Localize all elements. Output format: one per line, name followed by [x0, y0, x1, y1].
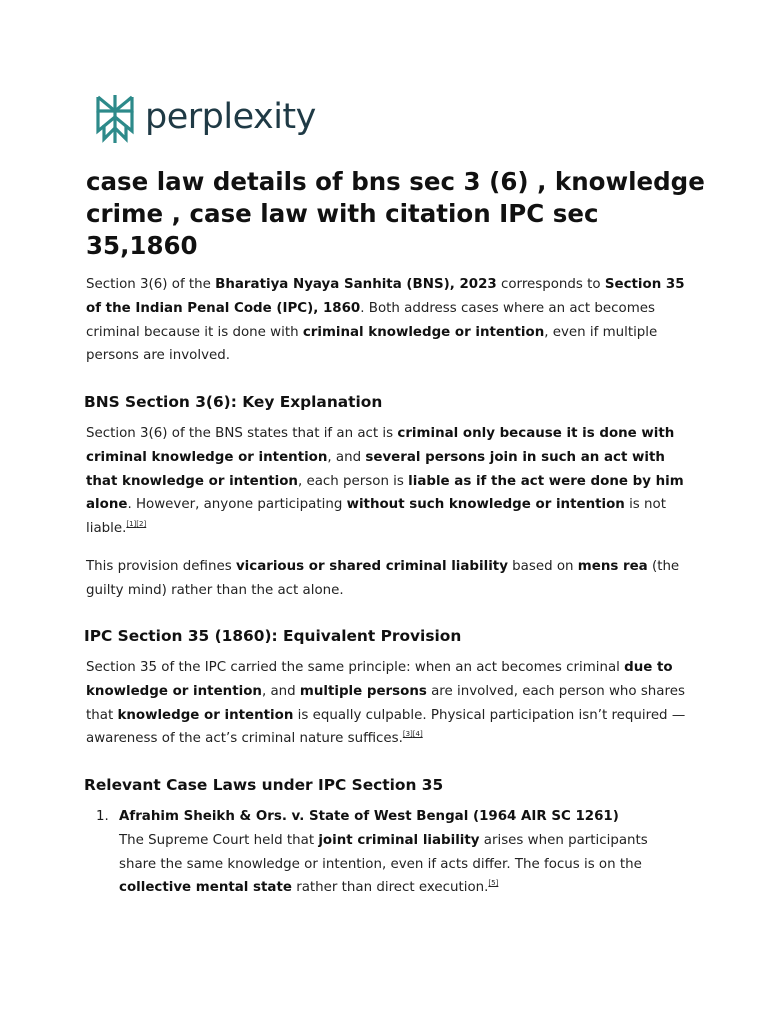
- intro-paragraph: Section 3(6) of the Bharatiya Nyaya Sanhita (BNS), 2023 corresponds to Section 35 of the Indian Penal Code (IPC), 1860. Both address cases where an act becomes criminal because it is done with criminal knowledge or intention, even if multiple persons are involved.: [86, 277, 685, 364]
- page-title: case law details of bns sec 3 (6) , knowledge crime , case law with citation IPC sec 35,1860: [86, 167, 705, 260]
- list-item-number: 1.: [96, 809, 109, 824]
- citation-ref[interactable]: [3][4]: [402, 730, 423, 739]
- vicarious-liability-paragraph: This provision defines vicarious or shared criminal liability based on mens rea (the guilty mind) rather than the act alone.: [86, 559, 680, 598]
- case-citation: Afrahim Sheikh & Ors. v. State of West Bengal (1964 AIR SC 1261): [119, 809, 619, 824]
- citation-ref[interactable]: [1][2]: [126, 520, 147, 529]
- section-heading-bns: BNS Section 3(6): Key Explanation: [84, 393, 383, 411]
- section-heading-case-laws: Relevant Case Laws under IPC Section 35: [84, 776, 444, 794]
- ipc-explanation-paragraph: Section 35 of the IPC carried the same principle: when an act becomes criminal due to knowledge or intention, and multiple persons are involved, each person who shares that knowledge or intention is equally culpable. Physical participation isn’t required — awareness of the act’s criminal nature suffices.[3][4]: [86, 660, 686, 747]
- brand-name: perplexity: [145, 96, 316, 137]
- list-item-body: Afrahim Sheikh & Ors. v. State of West Bengal (1964 AIR SC 1261) The Supreme Court held that joint criminal liability arises when participants share the same knowledge or intention, even if acts differ. The focus is on the collective mental state rather than direct execution.[5]: [119, 809, 648, 896]
- section-heading-ipc: IPC Section 35 (1860): Equivalent Provision: [84, 627, 462, 645]
- bns-explanation-paragraph: Section 3(6) of the BNS states that if an act is criminal only because it is done with criminal knowledge or intention, and several persons join in such an act with that knowledge or intention, each person is liable as if the act were done by him alone. However, anyone participating without such knowledge or intention is not liable.[1][2]: [86, 426, 684, 537]
- brand-logo: [94, 93, 316, 145]
- citation-ref[interactable]: [5]: [488, 879, 499, 888]
- perplexity-logo-icon: [94, 93, 136, 145]
